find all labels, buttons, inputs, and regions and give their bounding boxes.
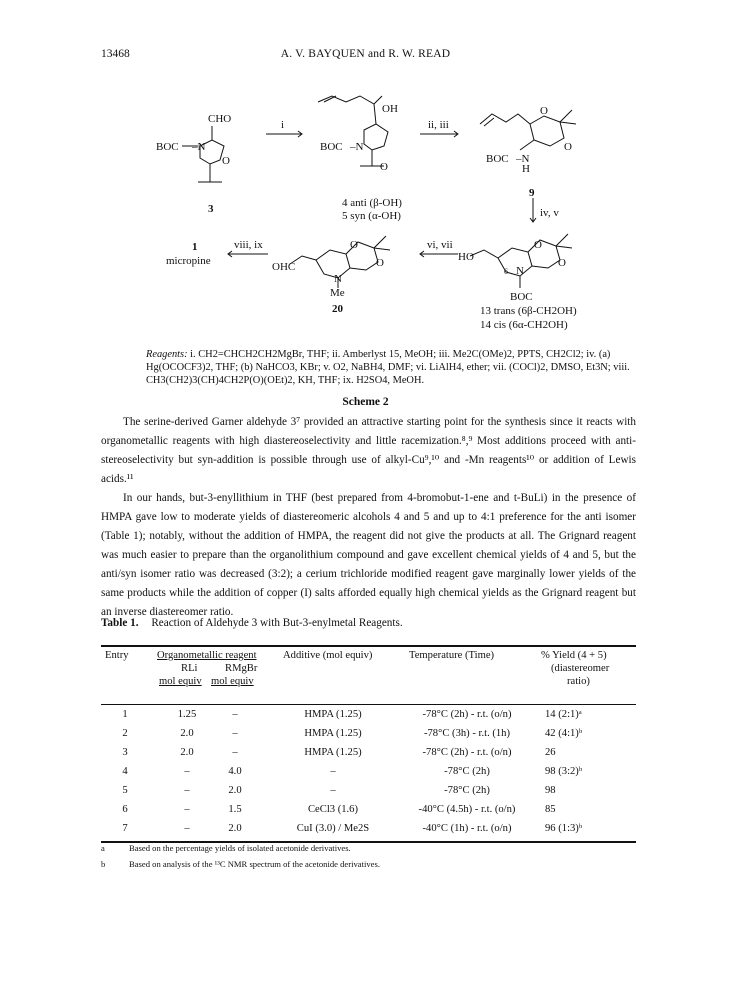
- reagents-legend: [146, 348, 666, 387]
- paragraph-2-text: In our hands, but-3-enyllithium in THF (best prepared from 4-bromobut-1-ene and t-BuLi) in the presence of HMPA gave low to moderate yields of diastereomeric alcohols 4 and 5 and up to 4:1 preference for the anti isomer (Table 1); notably, without the addition of HMPA, the reagent did not give the products at all. The Grignard reagent was much easier to prepare than the organolithium compound and gave excellent chemical yields of 4 and 5, but the anti/syn isomer ratio was decreased (3:2); a cerium trichloride modified reagent gave marginally lower yields of the same products while the addition of copper (I) salts afforded equally high chemical yields as the Grignard reagent but an inverse diastereomer ratio.: [101, 492, 636, 618]
- boc-label-9: BOC: [486, 153, 509, 165]
- header-rmgbr: RMgBr: [225, 663, 258, 674]
- cell-rmgbr: 1.5: [228, 804, 242, 815]
- compound-14-label: 14 cis (6α-CH2OH): [480, 319, 568, 331]
- cell-temperature: -78°C (2h) - r.t. (o/n): [422, 747, 512, 758]
- cell-rmgbr: –: [232, 709, 238, 720]
- compound-5-label: 5 syn (α-OH): [342, 210, 401, 222]
- cell-rli: –: [184, 804, 190, 815]
- arrow-iv-v-label: iv, v: [540, 207, 559, 219]
- header-mol-equiv-1: mol equiv: [159, 676, 202, 687]
- cell-additive: –: [330, 766, 336, 777]
- page-number: 13468: [101, 48, 130, 60]
- compound-9-label: 9: [529, 187, 535, 199]
- svg-text:HO: HO: [458, 251, 474, 263]
- me-label: Me: [330, 287, 345, 299]
- svg-text:H: H: [522, 163, 530, 175]
- cell-additive: HMPA (1.25): [304, 747, 362, 758]
- cell-temperature: -40°C (1h) - r.t. (o/n): [422, 823, 512, 834]
- svg-text:N: N: [516, 265, 524, 277]
- cell-rmgbr: 2.0: [228, 785, 242, 796]
- svg-text:–N: –N: [350, 141, 364, 153]
- scheme-title: Scheme 2: [342, 396, 389, 408]
- cell-additive: –: [330, 785, 336, 796]
- arrow-vi-vii-label: vi, vii: [427, 239, 453, 251]
- svg-text:O: O: [534, 239, 542, 251]
- boc-label-3: BOC: [156, 141, 179, 153]
- reagents-text: i. CH2=CHCH2CH2MgBr, THF; ii. Amberlyst 15, MeOH; iii. Me2C(OMe)2, PPTS, CH2Cl2; iv. (a) Hg(OCOCF3)2, THF; (b) NaHCO3, KBr; v. O2, NaBH4, DMF; vi. LiAlH4, ether; vii. (COCl)2, DMSO, Et3N; viii. CH3(CH2)3(CH)4CH2P(O)(OEt)2, KH, THF; ix. H2SO4, MeOH.: [146, 349, 630, 386]
- header-rli: RLi: [181, 663, 198, 674]
- header-yield-2: (diastereomer: [551, 663, 610, 674]
- boc-label-4: BOC: [320, 141, 343, 153]
- compound-13-label: 13 trans (6β-CH2OH): [480, 305, 577, 317]
- arrow-viii-ix-label: viii, ix: [234, 239, 263, 251]
- cell-rli: –: [184, 785, 190, 796]
- cell-yield: 98 (3:2)ᵇ: [545, 766, 583, 777]
- cell-temperature: -78°C (2h): [444, 785, 490, 796]
- header-temperature: Temperature (Time): [409, 650, 495, 661]
- paragraph-1-text: The serine-derived Garner aldehyde 3⁷ provided an attractive starting point for the synthesis since it reacts with organometallic reagents with high diastereoselectivity and little racemization.⁸,⁹ Most additions proceed with anti-stereoselectivity but syn-addition is possible through use of alkyl-Cu⁹,¹⁰ and -Mn reagents¹⁰ or addition of Lewis acids.¹¹: [101, 416, 636, 485]
- header-yield-3: ratio): [567, 676, 590, 687]
- cell-entry: 7: [122, 823, 128, 834]
- table-caption-label: Table 1.: [101, 617, 139, 629]
- svg-text:OHC: OHC: [272, 261, 296, 273]
- paragraph-1: [101, 413, 636, 489]
- cell-yield: 14 (2:1)ᵃ: [545, 709, 582, 720]
- cell-rli: –: [184, 823, 190, 834]
- cell-yield: 26: [545, 747, 556, 758]
- header-mol-equiv-2: mol equiv: [211, 676, 254, 687]
- svg-text:O: O: [540, 105, 548, 117]
- cell-entry: 1: [122, 709, 128, 720]
- svg-text:–N: –N: [192, 141, 206, 153]
- cell-rli: 1.25: [177, 709, 197, 720]
- svg-text:O: O: [380, 161, 388, 173]
- cell-additive: HMPA (1.25): [304, 728, 362, 739]
- arrow-ii-iii-label: ii, iii: [428, 119, 449, 131]
- svg-text:6: 6: [504, 267, 508, 276]
- structure-13-14: [470, 234, 572, 288]
- svg-text:OH: OH: [382, 103, 398, 115]
- reaction-scheme: [120, 88, 640, 333]
- cell-yield: 42 (4:1)ᵇ: [545, 728, 583, 739]
- cell-temperature: -78°C (2h) - r.t. (o/n): [422, 709, 512, 720]
- paragraph-2: [101, 489, 636, 622]
- structure-4-5: [318, 96, 388, 166]
- svg-text:O: O: [376, 257, 384, 269]
- svg-text:N: N: [334, 273, 342, 285]
- svg-text:O: O: [222, 155, 230, 167]
- cell-rmgbr: –: [232, 747, 238, 758]
- structure-3: [182, 126, 224, 182]
- cell-additive: CuI (3.0) / Me2S: [296, 823, 370, 834]
- running-head: A. V. BAYQUEN and R. W. READ: [280, 48, 451, 60]
- cell-rmgbr: 2.0: [228, 823, 242, 834]
- table-caption-text: Reaction of Aldehyde 3 with But-3-enylmetal Reagents.: [151, 617, 403, 629]
- svg-text:O: O: [558, 257, 566, 269]
- cell-entry: 4: [122, 766, 128, 777]
- boc-label-13: BOC: [510, 291, 533, 303]
- cell-yield: 85: [545, 804, 556, 815]
- header-entry: Entry: [105, 650, 129, 661]
- svg-text:O: O: [350, 239, 358, 251]
- cell-rli: 2.0: [180, 747, 194, 758]
- cell-yield: 96 (1:3)ᵇ: [545, 823, 583, 834]
- compound-4-label: 4 anti (β-OH): [342, 197, 402, 209]
- cell-rli: 2.0: [180, 728, 194, 739]
- cell-rli: –: [184, 766, 190, 777]
- cho-label: CHO: [208, 113, 232, 125]
- table-caption: [101, 617, 403, 629]
- compound-3-label: 3: [208, 203, 214, 215]
- svg-text:O: O: [564, 141, 572, 153]
- cell-entry: 6: [122, 804, 128, 815]
- cell-temperature: -40°C (4.5h) - r.t. (o/n): [418, 804, 516, 815]
- micropine-label: micropine: [166, 255, 211, 267]
- cell-rmgbr: 4.0: [228, 766, 242, 777]
- cell-additive: HMPA (1.25): [304, 709, 362, 720]
- reagents-label: Reagents:: [146, 349, 188, 360]
- cell-rmgbr: –: [232, 728, 238, 739]
- compound-20-label: 20: [332, 303, 343, 315]
- cell-yield: 98: [545, 785, 556, 796]
- cell-entry: 2: [122, 728, 128, 739]
- header-additive: Additive (mol equiv): [283, 650, 373, 661]
- cell-additive: CeCl3 (1.6): [307, 804, 359, 815]
- header-yield: % Yield (4 + 5): [541, 650, 607, 661]
- cell-entry: 5: [122, 785, 128, 796]
- cell-temperature: -78°C (3h) - r.t. (1h): [423, 728, 511, 739]
- cell-entry: 3: [122, 747, 128, 758]
- header-organometallic: Organometallic reagent: [157, 650, 257, 661]
- svg-text:–N: –N: [516, 153, 530, 165]
- structure-9: [480, 110, 576, 150]
- cell-temperature: -78°C (2h): [444, 766, 490, 777]
- compound-1-label: 1: [192, 241, 198, 253]
- arrow-i-label: i: [281, 119, 285, 131]
